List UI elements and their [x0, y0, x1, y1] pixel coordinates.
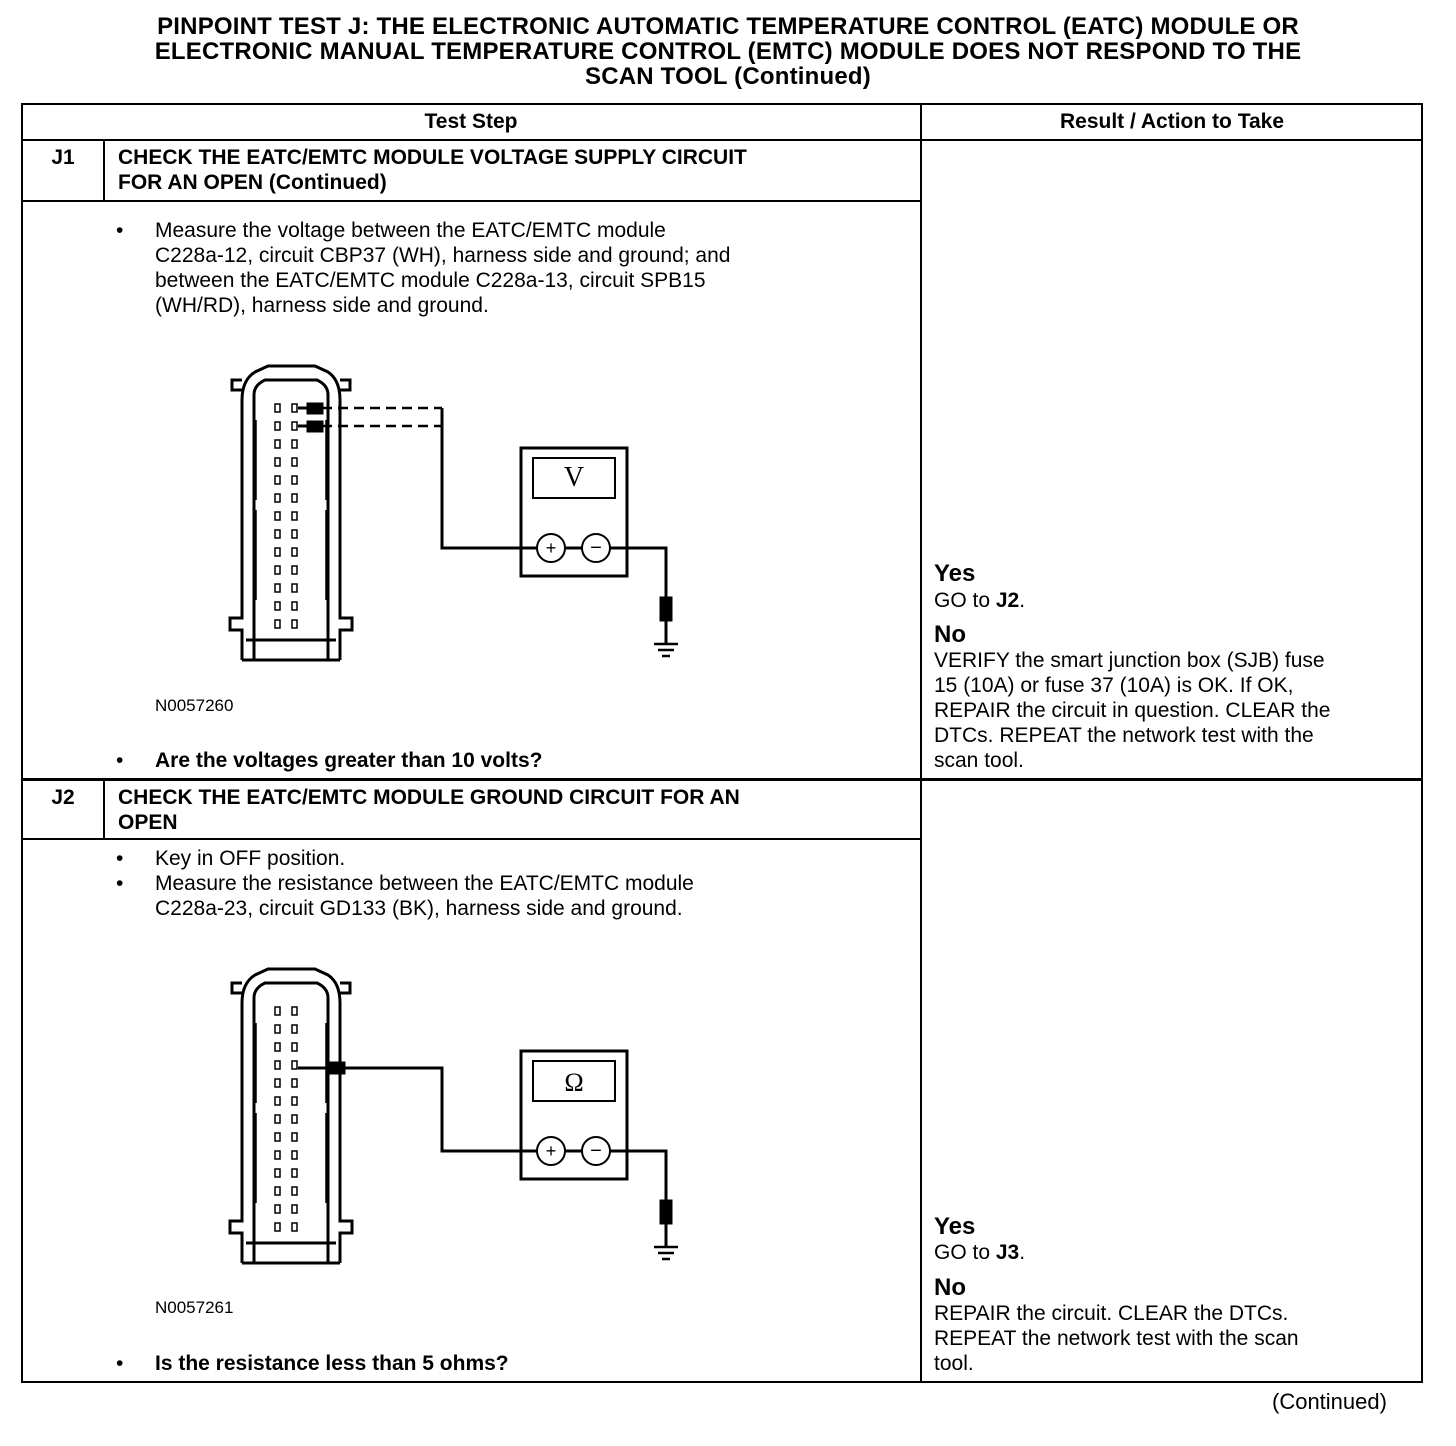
j1-instruction-line1: Measure the voltage between the EATC/EMTC module: [155, 219, 666, 242]
j1-no-line5: scan tool.: [934, 749, 1024, 772]
col-header-test-step: Test Step: [424, 110, 518, 133]
j2-bullet-key-off: Key in OFF position.: [155, 847, 346, 870]
j1-no-line2: 15 (10A) or fuse 37 (10A) is OK. If OK,: [934, 674, 1294, 697]
title-line-3: SCAN TOOL (Continued): [585, 63, 871, 90]
step-id-j2: J2: [51, 786, 75, 809]
j1-yes-action: GO to J2.: [934, 589, 1026, 612]
j1-no-line1: VERIFY the smart junction box (SJB) fuse: [934, 649, 1325, 672]
meter-symbol-v: V: [563, 462, 585, 493]
step-heading-j1-line1: CHECK THE EATC/EMTC MODULE VOLTAGE SUPPLY CIRCUIT: [118, 146, 747, 169]
figure-code-j1: N0057260: [155, 696, 234, 715]
svg-text:+: +: [545, 538, 557, 558]
j2-no-label: No: [934, 1274, 966, 1301]
svg-text:+: +: [545, 1141, 557, 1161]
j2-no-line1: REPAIR the circuit. CLEAR the DTCs.: [934, 1302, 1289, 1325]
j2-question: Is the resistance less than 5 ohms?: [155, 1352, 509, 1375]
bullet-icon: •: [116, 1352, 124, 1375]
j1-yes-target: J2: [995, 589, 1020, 612]
page-title: [20, 14, 1436, 89]
figure-code-j2: N0057261: [155, 1298, 234, 1317]
j1-no-label: No: [934, 621, 966, 648]
j2-no-line3: tool.: [934, 1352, 974, 1375]
continued-footer: (Continued): [1272, 1389, 1387, 1414]
j1-instruction-line4: (WH/RD), harness side and ground.: [155, 294, 489, 317]
j2-instruction-line2: C228a-23, circuit GD133 (BK), harness side and ground.: [155, 897, 683, 920]
bullet-icon: •: [116, 847, 124, 870]
j1-yes-label: Yes: [934, 560, 976, 587]
step-id-j1: J1: [51, 146, 75, 169]
col-header-result: Result / Action to Take: [1059, 110, 1285, 133]
step-heading-j2-line1: CHECK THE EATC/EMTC MODULE GROUND CIRCUIT FOR AN: [118, 786, 740, 809]
j1-question: Are the voltages greater than 10 volts?: [155, 749, 543, 772]
j2-yes-target: J3: [995, 1241, 1020, 1264]
j2-instruction-line1: Measure the resistance between the EATC/EMTC module: [155, 872, 694, 895]
bullet-icon: •: [116, 749, 124, 772]
j2-yes-action: GO to J3.: [934, 1241, 1026, 1264]
step-heading-j2-line2: OPEN: [118, 811, 178, 834]
ohmmeter-connector-diagram: [220, 963, 700, 1273]
title-line-1: PINPOINT TEST J: THE ELECTRONIC AUTOMATIC TEMPERATURE CONTROL (EATC) MODULE OR: [157, 13, 1299, 40]
step-heading-j1-line2: FOR AN OPEN (Continued): [118, 171, 387, 194]
svg-text:−: −: [590, 537, 602, 559]
j2-yes-label: Yes: [934, 1213, 976, 1240]
meter-symbol-ohm: Ω: [564, 1068, 584, 1097]
svg-text:−: −: [590, 1140, 602, 1162]
j1-no-line3: REPAIR the circuit in question. CLEAR the: [934, 699, 1331, 722]
j2-no-line2: REPEAT the network test with the scan: [934, 1327, 1299, 1350]
j1-instruction-line3: between the EATC/EMTC module C228a-13, circuit SPB15: [155, 269, 706, 292]
bullet-icon: •: [116, 872, 124, 895]
voltmeter-connector-diagram: [220, 360, 700, 670]
j1-no-line4: DTCs. REPEAT the network test with the: [934, 724, 1314, 747]
title-line-2: ELECTRONIC MANUAL TEMPERATURE CONTROL (EMTC) MODULE DOES NOT RESPOND TO THE: [154, 38, 1302, 65]
bullet-icon: •: [116, 219, 124, 242]
j1-instruction-line2: C228a-12, circuit CBP37 (WH), harness side and ground; and: [155, 244, 731, 267]
